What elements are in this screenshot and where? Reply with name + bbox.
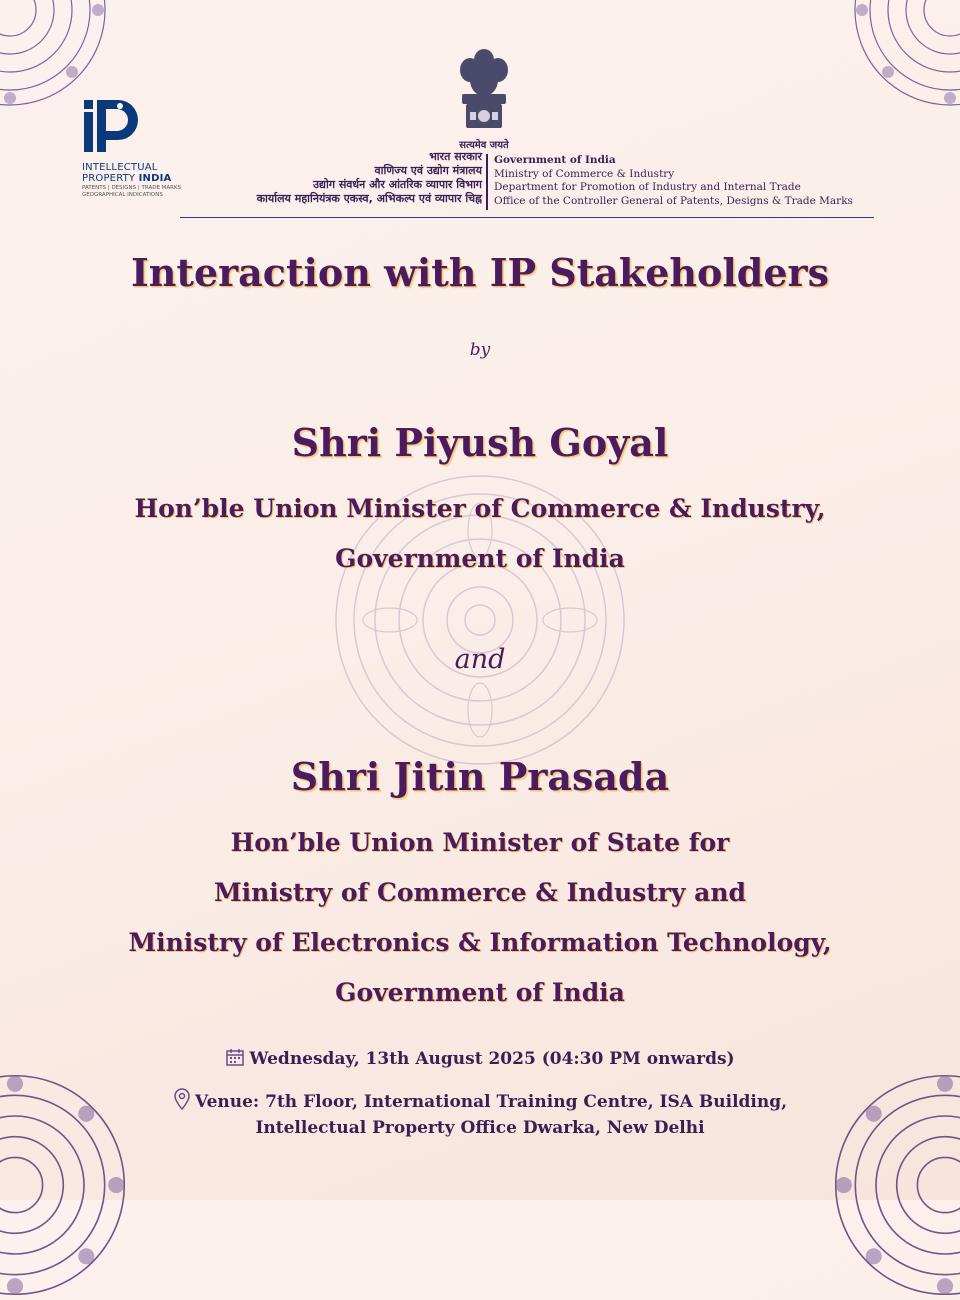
english-line: Department for Promotion of Industry and Internal Trade: [494, 181, 801, 193]
ip-logo-mark-icon: [82, 96, 140, 158]
speaker1-role-line: Government of India: [335, 544, 625, 573]
ip-logo-line2: PROPERTY INDIA: [82, 173, 172, 184]
corner-mandala-top-right: [850, 0, 960, 110]
ip-logo-line1: INTELLECTUAL: [82, 162, 158, 173]
event-title: Interaction with IP Stakeholders: [131, 250, 829, 295]
hindi-line: भारत सरकार: [429, 150, 482, 163]
speaker2-role-line: Ministry of Electronics & Information Technology,: [128, 928, 832, 957]
english-line: Government of India: [494, 154, 616, 166]
english-department-lines: [494, 154, 853, 208]
hindi-line: वाणिज्य एवं उद्योग मंत्रालय: [374, 164, 482, 177]
header-divider-line: [180, 217, 874, 218]
speaker1-role: [40, 484, 920, 584]
venue-line2: Intellectual Property Office Dwarka, New Delhi: [255, 1118, 705, 1138]
hindi-line: उद्योग संवर्धन और आंतरिक व्यापार विभाग: [313, 178, 482, 191]
speaker2-role-line: Ministry of Commerce & Industry and: [213, 878, 747, 907]
speaker2-role-line: Hon’ble Union Minister of State for: [230, 828, 730, 857]
english-line: Ministry of Commerce & Industry: [494, 167, 675, 180]
speaker1-name: Shri Piyush Goyal: [291, 420, 669, 465]
ip-logo-line3: PATENTS | DESIGNS | TRADE MARKS: [82, 185, 182, 191]
and-text: and: [454, 644, 506, 675]
event-date: [40, 1046, 920, 1072]
english-line: Office of the Controller General of Patents, Designs & Trade Marks: [494, 194, 853, 207]
hindi-line: कार्यालय महानियंत्रक एकस्व, अभिकल्प एवं व्यापार चिह्न: [256, 192, 482, 205]
emblem-motto: सत्यमेव जयते: [459, 140, 509, 151]
by-text: by: [469, 340, 491, 360]
event-venue: [40, 1088, 920, 1141]
speaker2-role-line: Government of India: [335, 978, 625, 1007]
speaker2-name: Shri Jitin Prasada: [290, 754, 670, 799]
location-pin-icon: [173, 1088, 191, 1110]
venue-line1: Venue: 7th Floor, International Training Centre, ISA Building,: [194, 1092, 788, 1112]
calendar-icon: [225, 1047, 245, 1067]
hindi-department-lines: [257, 150, 482, 206]
corner-mandala-top-left: [0, 0, 110, 110]
speaker2-role: [40, 818, 920, 1018]
header-vertical-divider: [486, 154, 488, 210]
national-emblem-icon: [452, 44, 516, 140]
speaker1-role-line: Hon’ble Union Minister of Commerce & Industry,: [134, 494, 826, 523]
event-date-text: Wednesday, 13th August 2025 (04:30 PM onwards): [249, 1049, 735, 1069]
ip-logo-line4: GEOGRAPHICAL INDICATIONS: [82, 192, 163, 198]
ip-india-logo: [82, 96, 202, 199]
